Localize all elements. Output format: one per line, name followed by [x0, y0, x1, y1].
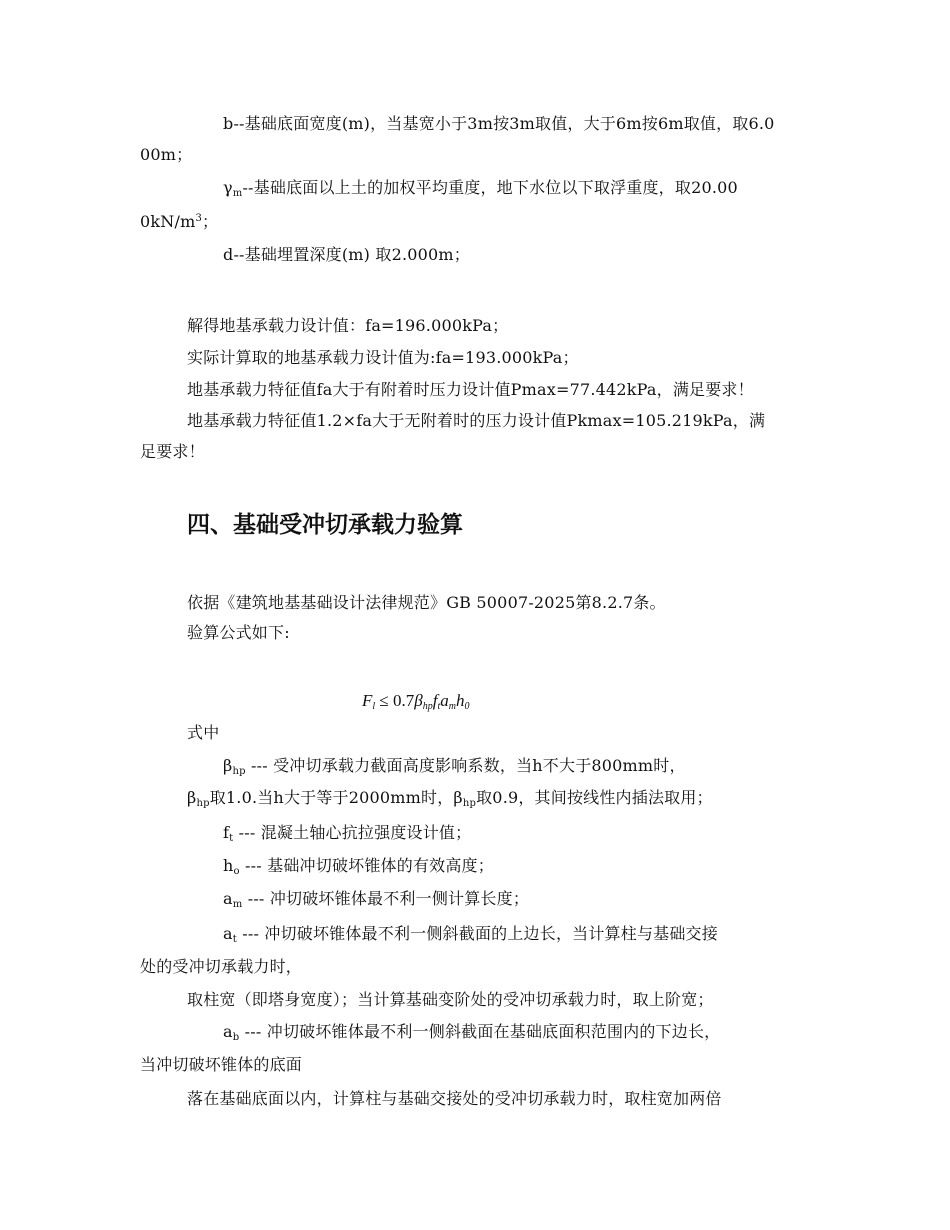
param-ab-line1	[223, 1022, 720, 1048]
bhp-symbol-3: β	[453, 788, 463, 807]
param-b-line2: 00m；	[140, 145, 193, 164]
param-ab-line3: 落在基础底面以内，计算柱与基础交接处的受冲切承载力时，取柱宽加两倍	[187, 1089, 722, 1108]
ho-subscript: o	[233, 866, 240, 877]
gamma-symbol: γ	[223, 178, 233, 197]
gamma-unit-end: ；	[202, 212, 219, 231]
ab-symbol: a	[223, 1022, 233, 1041]
bhp-rule-b: 取0.9，其间按线性内插法取用；	[476, 788, 713, 807]
formula-intro: 验算公式如下:	[187, 623, 290, 642]
param-bhp-line2	[187, 788, 713, 814]
ft-subscript: t	[229, 833, 234, 844]
formula-operator: ≤ 0.7	[375, 691, 415, 710]
formula-a-sub: m	[448, 701, 456, 712]
gamma-unit-superscript: 3	[195, 213, 202, 224]
at-symbol: a	[223, 924, 233, 943]
ft-description: --- 混凝土轴心抗拉强度设计值；	[233, 823, 472, 842]
gamma-unit: 0kN/m	[140, 212, 196, 231]
bhp-subscript-3: hp	[462, 798, 477, 809]
formula-f: f	[432, 691, 438, 710]
punching-formula	[362, 690, 469, 718]
result-design-value: 解得地基承载力设计值：fa=196.000kPa；	[187, 316, 509, 335]
bhp-subscript-2: hp	[196, 798, 210, 809]
bhp-subscript: hp	[232, 766, 246, 777]
param-at-line1	[223, 924, 718, 950]
param-ho-line	[223, 856, 494, 882]
result-actual-value: 实际计算取的地基承载力设计值为:fa=193.000kPa；	[187, 348, 579, 367]
code-basis: 依据《建筑地基基础设计法律规范》GB 50007-2025第8.2.7条。	[187, 593, 666, 612]
am-description: --- 冲切破坏锥体最不利一侧计算长度；	[242, 889, 530, 908]
formula-h: h	[455, 691, 465, 710]
gamma-subscript: m	[232, 188, 243, 199]
param-am-line	[223, 889, 529, 915]
gamma-description: --基础底面以上土的加权平均重度，地下水位以下取浮重度，取20.00	[242, 178, 738, 197]
param-ab-line2: 当冲切破坏锥体的底面	[140, 1055, 303, 1074]
result-check-attached: 地基承载力特征值fa大于有附着时压力设计值Pmax=77.442kPa，满足要求！	[187, 380, 754, 399]
formula-beta: β	[414, 691, 423, 710]
formula-F-sub: l	[372, 701, 376, 712]
formula-F: F	[362, 691, 373, 710]
result-check-free-line2: 足要求！	[140, 442, 205, 461]
ab-description: --- 冲切破坏锥体最不利一侧斜截面在基础底面积范围内的下边长，	[239, 1022, 721, 1041]
bhp-rule-a: 取1.0.当h大于等于2000mm时，	[209, 788, 454, 807]
where-label: 式中	[187, 723, 220, 742]
at-description: --- 冲切破坏锥体最不利一侧斜截面的上边长，当计算柱与基础交接	[236, 924, 718, 943]
param-ft-line	[223, 823, 471, 849]
formula-a: a	[440, 691, 449, 710]
param-gamma-line1	[223, 178, 738, 204]
param-b-line1: b--基础底面宽度(m)，当基宽小于3m按3m取值，大于6m按6m取值，取6.0	[223, 114, 775, 133]
param-at-line2: 处的受冲切承载力时，	[140, 957, 303, 976]
ft-symbol: f	[223, 823, 230, 842]
ho-description: --- 基础冲切破坏锥体的有效高度；	[239, 856, 494, 875]
param-gamma-line2	[140, 209, 218, 232]
formula-beta-sub: hp	[422, 701, 433, 712]
formula-f-sub: t	[437, 701, 441, 712]
bhp-description: --- 受冲切承载力截面高度影响系数，当h不大于800mm时，	[245, 756, 686, 775]
ho-symbol: h	[223, 856, 234, 875]
at-subscript: t	[232, 934, 237, 945]
result-check-free-line1: 地基承载力特征值1.2×fa大于无附着时的压力设计值Pkmax=105.219kPa，满	[187, 411, 766, 430]
bhp-symbol: β	[223, 756, 233, 775]
section-heading: 四、基础受冲切承载力验算	[187, 512, 463, 538]
param-bhp-line1	[223, 756, 686, 782]
bhp-symbol-2: β	[187, 788, 197, 807]
am-symbol: a	[223, 889, 233, 908]
am-subscript: m	[232, 899, 243, 910]
param-at-line3: 取柱宽（即塔身宽度）；当计算基础变阶处的受冲切承载力时，取上阶宽；	[187, 990, 714, 1009]
formula-h-sub: 0	[464, 701, 470, 712]
param-d-line: d--基础埋置深度(m) 取2.000m；	[223, 245, 470, 264]
ab-subscript: b	[232, 1032, 240, 1043]
